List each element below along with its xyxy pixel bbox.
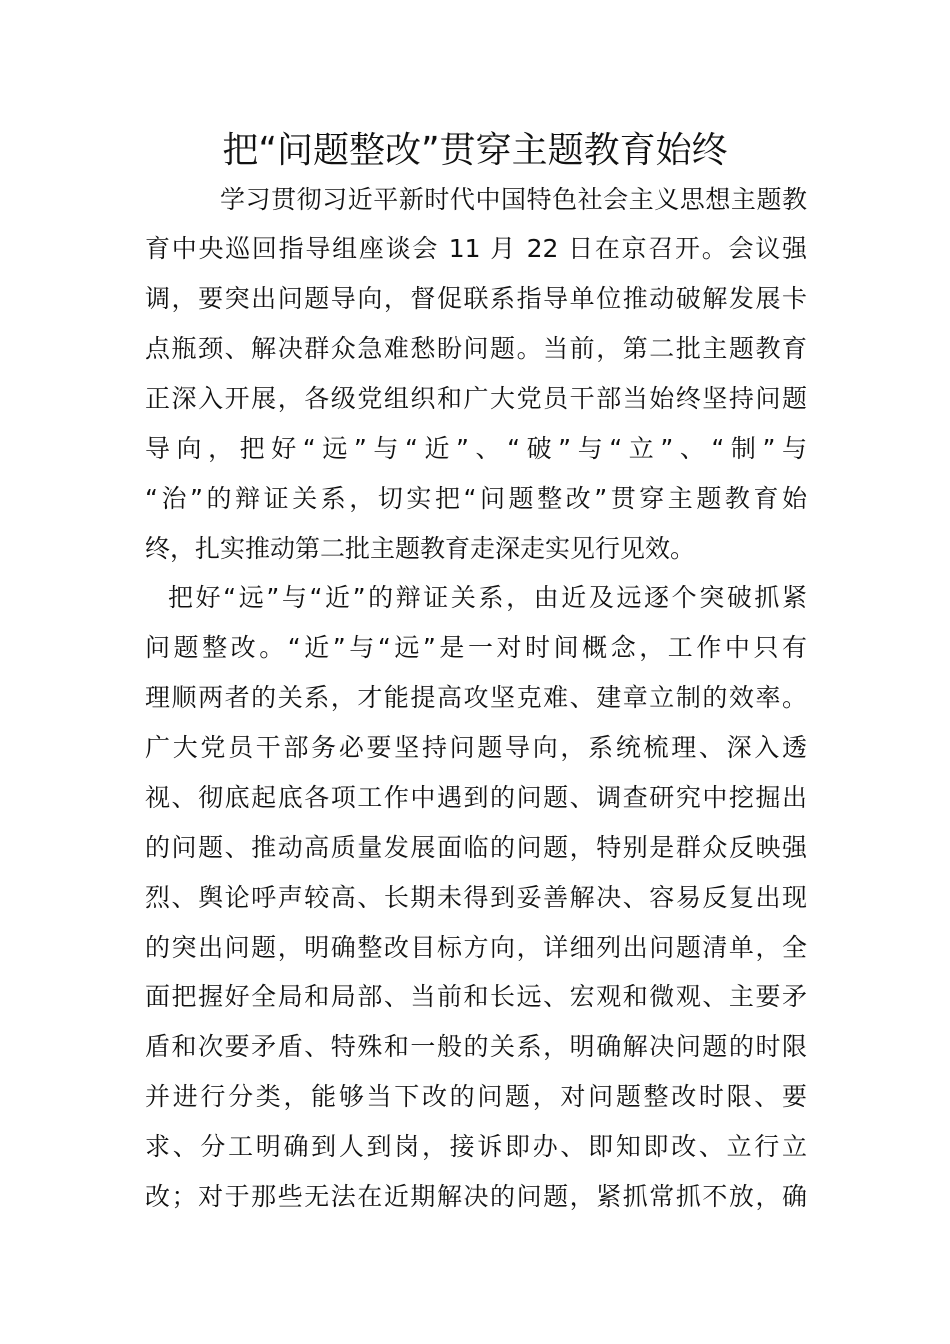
paragraph-line: 并进行分类，能够当下改的问题，对问题整改时限、要: [145, 1082, 807, 1111]
paragraph-line: “治”的辩证关系，切实把“问题整改”贯穿主题教育始: [145, 484, 807, 513]
paragraph-line: 点瓶颈、解决群众急难愁盼问题。当前，第二批主题教育: [145, 334, 807, 363]
paragraph-line: 终，扎实推动第二批主题教育走深走实见行见效。: [145, 534, 696, 563]
paragraph-line: 的问题、推动高质量发展面临的问题，特别是群众反映强: [145, 833, 807, 862]
paragraph-line: 理顺两者的关系，才能提高攻坚克难、建章立制的效率。: [145, 683, 807, 712]
paragraph-line: 问题整改。“近”与“远”是一对时间概念，工作中只有: [145, 633, 807, 662]
document-title: 把“问题整改”贯穿主题教育始终: [222, 130, 728, 171]
paragraph-line: 学习贯彻习近平新时代中国特色社会主义思想主题教: [220, 185, 807, 214]
paragraph-line: 面把握好全局和局部、当前和长远、宏观和微观、主要矛: [145, 982, 807, 1011]
paragraph-line: 育中央巡回指导组座谈会 11 月 22 日在京召开。会议强: [145, 234, 807, 263]
paragraph-line: 正深入开展，各级党组织和广大党员干部当始终坚持问题: [145, 384, 807, 413]
paragraph-line: 视、彻底起底各项工作中遇到的问题、调查研究中挖掘出: [145, 783, 807, 812]
paragraph-line: 求、分工明确到人到岗，接诉即办、即知即改、立行立: [145, 1132, 807, 1161]
paragraph-line: 改；对于那些无法在近期解决的问题，紧抓常抓不放，确: [145, 1182, 807, 1211]
paragraph-line: 的突出问题，明确整改目标方向，详细列出问题清单，全: [145, 933, 807, 962]
paragraph-line: 盾和次要矛盾、特殊和一般的关系，明确解决问题的时限: [145, 1032, 807, 1061]
paragraph-line: 广大党员干部务必要坚持问题导向，系统梳理、深入透: [145, 733, 807, 762]
paragraph-line: 调，要突出问题导向，督促联系指导单位推动破解发展卡: [145, 284, 807, 313]
paragraph-line: 把好“远”与“近”的辩证关系，由近及远逐个突破抓紧: [168, 583, 807, 612]
paragraph-line: 烈、舆论呼声较高、长期未得到妥善解决、容易反复出现: [145, 883, 807, 912]
paragraph-line: 导向，把好“远”与“近”、“破”与“立”、“制”与: [145, 434, 807, 463]
